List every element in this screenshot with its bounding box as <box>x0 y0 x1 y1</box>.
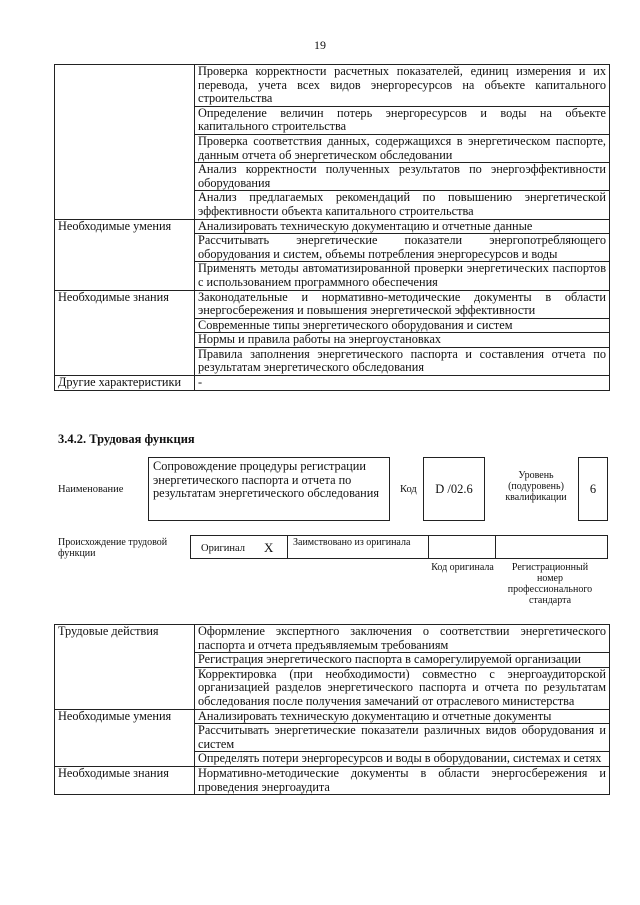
borrowed-label: Заимствовано из оригинала <box>293 537 411 548</box>
requirements-table-1 <box>54 64 610 391</box>
level-value-box: 6 <box>578 457 608 521</box>
row-text: Законодательные и нормативно-методические документы в области энергосбережения и повышения энергетической эффективности <box>195 290 610 318</box>
reg-number-cell <box>495 535 608 559</box>
row-text: Определение величин потерь энергоресурсов и воды на объекте капитального строительства <box>195 106 610 134</box>
reg-number-caption: Регистрационный номер профессионального стандарта <box>507 562 593 606</box>
table-row <box>55 376 610 391</box>
function-name-box: Сопровождение процедуры регистрации энергетического паспорта и отчета по результатам энергетического обследования <box>148 457 390 521</box>
row-label: Необходимые умения <box>55 709 195 766</box>
requirements-table-2 <box>54 624 610 795</box>
row-text: Анализировать техническую документацию и отчетные документы <box>195 709 610 724</box>
origin-row <box>190 535 608 559</box>
row-text: Правила заполнения энергетического паспорта и составления отчета по результатам энергетического обследования <box>195 347 610 375</box>
row-text: Анализ предлагаемых рекомендаций по повышению энергетической эффективности объекта капитального строительства <box>195 191 610 219</box>
row-text: - <box>195 376 610 391</box>
row-label: Необходимые знания <box>55 290 195 376</box>
original-mark: X <box>264 540 274 555</box>
section-title: 3.4.2. Трудовая функция <box>58 432 195 446</box>
row-label <box>55 65 195 220</box>
original-label: Оригинал <box>201 543 245 554</box>
table-row <box>55 766 610 794</box>
row-text: Регистрация энергетического паспорта в саморегулируемой организации <box>195 653 610 668</box>
code-original-cell <box>428 535 496 559</box>
row-text: Определять потери энергоресурсов и воды в оборудовании, системах и сетях <box>195 752 610 767</box>
row-text: Рассчитывать энергетические показатели энергопотребляющего оборудования и систем, объемы потребления энергоресурсов и воды <box>195 234 610 262</box>
table-row <box>55 625 610 653</box>
name-label: Наименование <box>58 484 124 495</box>
row-text: Рассчитывать энергетические показатели различных видов оборудования и систем <box>195 724 610 752</box>
borrowed-cell <box>287 535 429 559</box>
row-text: Нормы и правила работы на энергоустановках <box>195 333 610 348</box>
level-label: Уровень (подуровень) квалификации <box>505 470 567 503</box>
row-text: Оформление экспертного заключения о соответствии энергетического паспорта и отчета предъявляемым требованиям <box>195 625 610 653</box>
row-text: Проверка корректности расчетных показателей, единиц измерения и их перевода, учета всех видов энергоресурсов на объекте капитального строительства <box>195 65 610 107</box>
code-original-caption: Код оригинала <box>431 562 494 573</box>
table-row <box>55 65 610 107</box>
code-label: Код <box>400 484 417 495</box>
row-label: Необходимые знания <box>55 766 195 794</box>
row-label: Трудовые действия <box>55 625 195 710</box>
table-row <box>55 709 610 724</box>
original-cell <box>190 535 288 559</box>
row-text: Применять методы автоматизированной проверки энергетических паспортов с использованием программного обеспечения <box>195 262 610 290</box>
row-label: Другие характеристики <box>55 376 195 391</box>
row-text: Анализировать техническую документацию и отчетные данные <box>195 219 610 234</box>
function-code-box: D /02.6 <box>423 457 485 521</box>
table-row <box>55 290 610 318</box>
row-text: Корректировка (при необходимости) совместно с энергоаудиторской организацией разделов энергетического паспорта и отчета по результатам обследования после получения замечаний от отраслевого министерства <box>195 667 610 709</box>
page-number: 19 <box>314 38 326 52</box>
row-text: Проверка соответствия данных, содержащихся в энергетическом паспорте, данным отчета об энергетическом обследовании <box>195 134 610 162</box>
row-label: Необходимые умения <box>55 219 195 290</box>
row-text: Нормативно-методические документы в области энергосбережения и проведения энергоаудита <box>195 766 610 794</box>
origin-label: Происхождение трудовой функции <box>58 537 168 559</box>
row-text: Анализ корректности полученных результатов по энергоэффективности оборудования <box>195 163 610 191</box>
table-row <box>55 219 610 234</box>
row-text: Современные типы энергетического оборудования и систем <box>195 318 610 333</box>
